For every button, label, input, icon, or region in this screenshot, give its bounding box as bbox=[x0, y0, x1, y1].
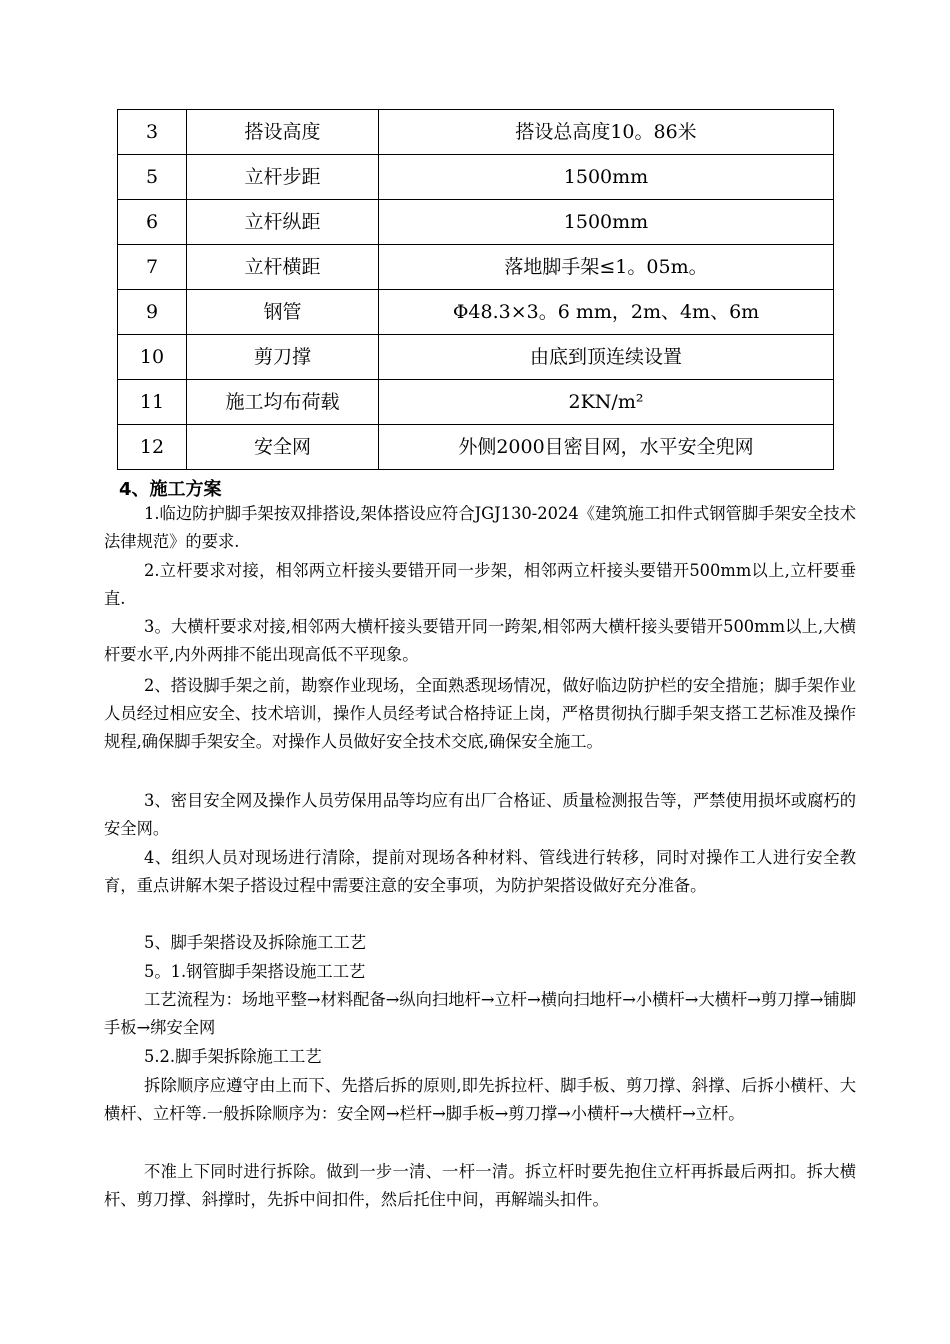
row-number: 10 bbox=[118, 335, 187, 380]
paragraph: 5.2.脚手架拆除施工工艺 bbox=[144, 1047, 322, 1066]
row-value: 1500mm bbox=[379, 200, 834, 245]
paragraph: 拆除顺序应遵守由上而下、先搭后拆的原则,即先拆拉杆、脚手板、剪刀撑、斜撑、后拆小横杆、大横杆、立杆等.一般拆除顺序为：安全网→栏杆→脚手板→剪刀撑→小横杆→大横杆→立杆。 bbox=[104, 1076, 856, 1124]
paragraph: 2、搭设脚手架之前，勘察作业现场，全面熟悉现场情况，做好临边防护栏的安全措施；脚手架作业人员经过相应安全、技术培训，操作人员经考试合格持证上岗，严格贯彻执行脚手架支搭工艺标准及操作规程,确保脚手架安全。对操作人员做好安全技术交底,确保安全施工。 bbox=[104, 676, 856, 752]
paragraph: 5、脚手架搭设及拆除施工工艺 bbox=[144, 933, 367, 952]
row-item: 剪刀撑 bbox=[187, 335, 379, 380]
row-number: 9 bbox=[118, 290, 187, 335]
row-number: 12 bbox=[118, 425, 187, 470]
row-number: 11 bbox=[118, 380, 187, 425]
paragraph: 1.临边防护脚手架按双排搭设,架体搭设应符合JGJ130-2024《建筑施工扣件式钢管脚手架安全技术法律规范》的要求. bbox=[104, 504, 856, 552]
paragraph: 4、组织人员对现场进行清除，提前对现场各种材料、管线进行转移，同时对操作工人进行安全教育，重点讲解木架子搭设过程中需要注意的安全事项，为防护架搭设做好充分准备。 bbox=[104, 848, 856, 896]
table-row bbox=[118, 335, 834, 380]
row-number: 6 bbox=[118, 200, 187, 245]
row-number: 3 bbox=[118, 110, 187, 155]
paragraph: 工艺流程为：场地平整→材料配备→纵向扫地杆→立杆→横向扫地杆→小横杆→大横杆→剪刀撑→铺脚手板→绑安全网 bbox=[104, 990, 856, 1038]
table-row bbox=[118, 245, 834, 290]
table-row bbox=[118, 155, 834, 200]
table-row bbox=[118, 110, 834, 155]
paragraph: 不准上下同时进行拆除。做到一步一清、一杆一清。拆立杆时要先抱住立杆再拆最后两扣。拆大横杆、剪刀撑、斜撑时，先拆中间扣件，然后托住中间，再解端头扣件。 bbox=[104, 1162, 856, 1210]
table-row bbox=[118, 425, 834, 470]
row-value: 外侧2000目密目网，水平安全兜网 bbox=[379, 425, 834, 470]
row-item: 安全网 bbox=[187, 425, 379, 470]
row-item: 立杆横距 bbox=[187, 245, 379, 290]
row-item: 立杆纵距 bbox=[187, 200, 379, 245]
row-value: 1500mm bbox=[379, 155, 834, 200]
paragraph: 5。1.钢管脚手架搭设施工工艺 bbox=[144, 962, 366, 981]
row-number: 7 bbox=[118, 245, 187, 290]
row-item: 立杆步距 bbox=[187, 155, 379, 200]
row-value: Φ48.3×3。6 mm，2m、4m、6m bbox=[379, 290, 834, 335]
row-value: 落地脚手架≤1。05m。 bbox=[379, 245, 834, 290]
paragraph: 2.立杆要求对接，相邻两立杆接头要错开同一步架，相邻两立杆接头要错开500mm以上,立杆要垂直. bbox=[104, 561, 856, 609]
row-value: 搭设总高度10。86米 bbox=[379, 110, 834, 155]
table-row bbox=[118, 380, 834, 425]
parameter-table bbox=[117, 109, 834, 470]
row-item: 施工均布荷载 bbox=[187, 380, 379, 425]
row-item: 搭设高度 bbox=[187, 110, 379, 155]
row-number: 5 bbox=[118, 155, 187, 200]
paragraph: 3。大横杆要求对接,相邻两大横杆接头要错开同一跨架,相邻两大横杆接头要错开500mm以上,大横杆要水平,内外两排不能出现高低不平现象。 bbox=[104, 617, 856, 665]
paragraph: 3、密目安全网及操作人员劳保用品等均应有出厂合格证、质量检测报告等，严禁使用损坏或腐朽的安全网。 bbox=[104, 791, 856, 839]
row-value: 由底到顶连续设置 bbox=[379, 335, 834, 380]
table-row bbox=[118, 290, 834, 335]
row-value: 2KN/m² bbox=[379, 380, 834, 425]
table-row bbox=[118, 200, 834, 245]
row-item: 钢管 bbox=[187, 290, 379, 335]
section-heading: 4、施工方案 bbox=[119, 479, 222, 500]
